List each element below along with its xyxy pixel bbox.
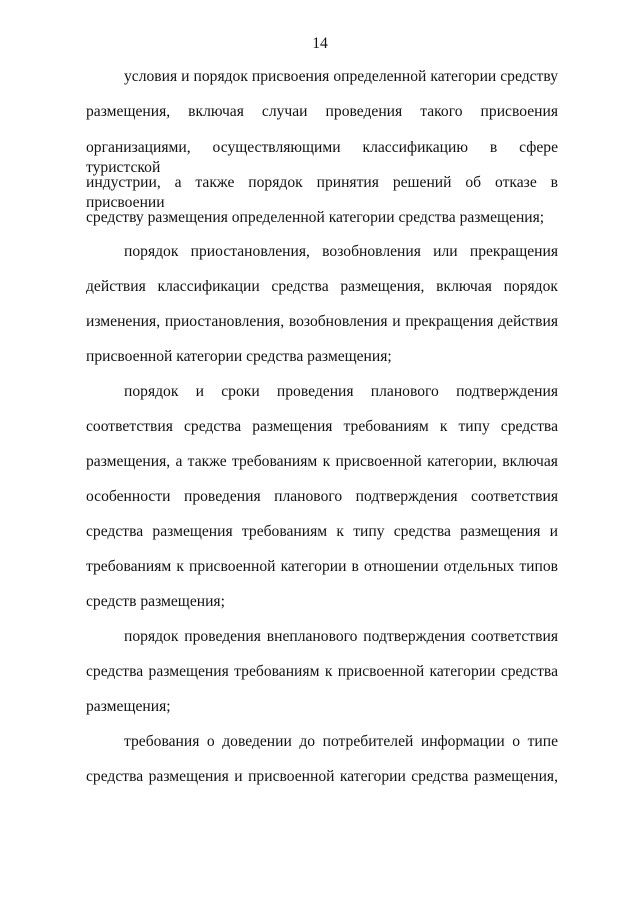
text-line: соответствия средства размещения требованиям к типу средства xyxy=(86,418,558,435)
text-line: средства размещения и присвоенной категории средства размещения, xyxy=(86,768,558,785)
text-line: размещения; xyxy=(86,698,171,715)
text-line: средства размещения требованиям к присвоенной категории средства xyxy=(86,663,558,680)
text-line: порядок проведения внепланового подтверждения соответствия xyxy=(124,628,558,645)
text-line: средств размещения; xyxy=(86,593,225,610)
text-line: порядок приостановления, возобновления или прекращения xyxy=(124,243,558,260)
text-line: порядок и сроки проведения планового подтверждения xyxy=(124,383,558,400)
text-line: организациями, осуществляющими классификацию в сфере туристской xyxy=(86,139,558,176)
text-line: особенности проведения планового подтверждения соответствия xyxy=(86,488,558,505)
text-line: действия классификации средства размещения, включая порядок xyxy=(86,278,558,295)
page-number: 14 xyxy=(312,35,328,52)
text-line: средству размещения определенной категории средства размещения; xyxy=(86,209,545,226)
text-line: средства размещения требованиям к типу средства размещения и xyxy=(86,523,558,540)
text-line: требования о доведении до потребителей информации о типе xyxy=(124,733,558,750)
text-line: изменения, приостановления, возобновления и прекращения действия xyxy=(86,313,558,330)
text-line: присвоенной категории средства размещения; xyxy=(86,348,392,365)
text-line: индустрии, а также порядок принятия решений об отказе в присвоении xyxy=(86,174,558,211)
text-line: размещения, включая случаи проведения такого присвоения xyxy=(86,103,558,120)
text-line: размещения, а также требованиям к присвоенной категории, включая xyxy=(86,453,558,470)
text-line: требованиям к присвоенной категории в отношении отдельных типов xyxy=(86,558,558,575)
text-line: условия и порядок присвоения определенной категории средству xyxy=(124,68,558,85)
